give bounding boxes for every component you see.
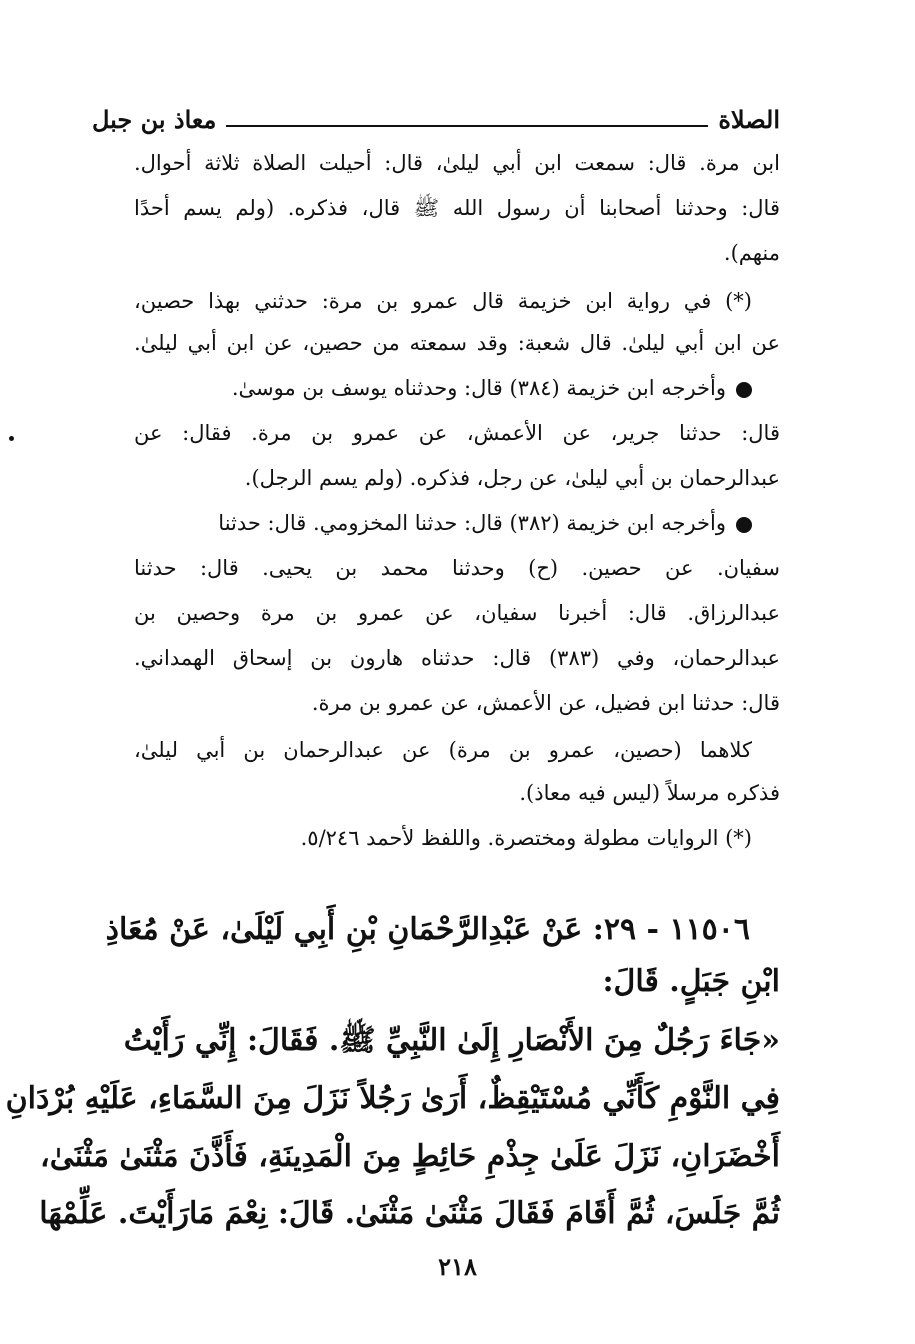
commentary-line: (*) الروايات مطولة ومختصرة. واللفظ لأحمد ٥/٢٤٦. (300, 826, 752, 850)
bullet-icon (736, 517, 752, 533)
header-rule (226, 125, 708, 127)
commentary-line: عبدالرحمان بن أبي ليلىٰ، عن رجل، فذكره. (ولم يسم الرجل). (244, 466, 780, 490)
commentary-line: قال: حدثنا ابن فضيل، عن الأعمش، عن عمرو بن مرة. (311, 691, 780, 715)
header-chapter-title: معاذ بن جبل (92, 105, 217, 134)
commentary-line: فذكره مرسلاً (ليس فيه معاذ). (519, 781, 780, 805)
commentary-line: منهم). (723, 241, 780, 265)
margin-mark (9, 436, 14, 441)
commentary-line: قال: حدثنا جرير، عن الأعمش، عن عمرو بن مرة. فقال: عن (134, 421, 780, 445)
commentary-line: وأخرجه ابن خزيمة (٣٨٢) قال: حدثنا المخزومي. قال: حدثنا (134, 508, 752, 538)
commentary-line: وأخرجه ابن خزيمة (٣٨٤) قال: وحدثناه يوسف بن موسىٰ. (134, 373, 752, 403)
commentary-line: كلاهما (حصين، عمرو بن مرة) عن عبدالرحمان بن أبي ليلىٰ، (134, 738, 752, 762)
page-number: ٢١٨ (438, 1252, 477, 1281)
bullet-icon (736, 382, 752, 398)
commentary-line: عبدالرحمان، وفي (٣٨٣) قال: حدثناه هارون بن إسحاق الهمداني. (134, 646, 780, 670)
commentary-line: عن ابن أبي ليلىٰ. قال شعبة: وقد سمعته من حصين، عن ابن أبي ليلىٰ. (134, 331, 780, 355)
hadith-line: «جَاءَ رَجُلٌ مِنَ الأَنْصَارِ إِلَىٰ النَّبِيِّ ﷺ. فَقَالَ: إِنِّي رَأَيْتُ (123, 1023, 780, 1058)
running-header (92, 98, 780, 134)
hadith-line: فِي النَّوْمِ كَأَنِّي مُسْتَيْقِظٌ، أَرَىٰ رَجُلاً نَزَلَ مِنَ السَّمَاءِ، عَلَيْهِ بُرْدَانِ (5, 1081, 780, 1116)
hadith-line: ثُمَّ جَلَسَ، ثُمَّ أَقَامَ فَقَالَ مَثْنَىٰ مَثْنَىٰ. قَالَ: نِعْمَ مَارَأَيْتَ. عَلِّمْهَا (39, 1196, 780, 1231)
hadith-line: ابْنِ جَبَلٍ. قَالَ: (602, 964, 780, 999)
commentary-line: (*) في رواية ابن خزيمة قال عمرو بن مرة: حدثني بهذا حصين، (134, 289, 752, 313)
commentary-line: سفيان. عن حصين. (ح) وحدثنا محمد بن يحيى. قال: حدثنا (134, 556, 780, 580)
commentary-line: ابن مرة. قال: سمعت ابن أبي ليلىٰ، قال: أحيلت الصلاة ثلاثة أحوال. (134, 151, 780, 175)
hadith-line: ١١٥٠٦ - ٢٩: عَنْ عَبْدِالرَّحْمَانِ بْنِ أَبِي لَيْلَىٰ، عَنْ مُعَاذِ (105, 912, 750, 947)
commentary-line: عبدالرزاق. قال: أخبرنا سفيان، عن عمرو بن مرة وحصين بن (134, 601, 780, 625)
commentary-line: قال: وحدثنا أصحابنا أن رسول الله ﷺ قال، فذكره. (ولم يسم أحدًا (134, 196, 780, 220)
header-section-title: الصلاة (718, 105, 780, 134)
hadith-line: أَخْضَرَانِ، نَزَلَ عَلَىٰ جِذْمِ حَائِطٍ مِنَ الْمَدِينَةِ، فَأَذَّنَ مَثْنَىٰ مَثْنَىٰ، (40, 1139, 780, 1174)
